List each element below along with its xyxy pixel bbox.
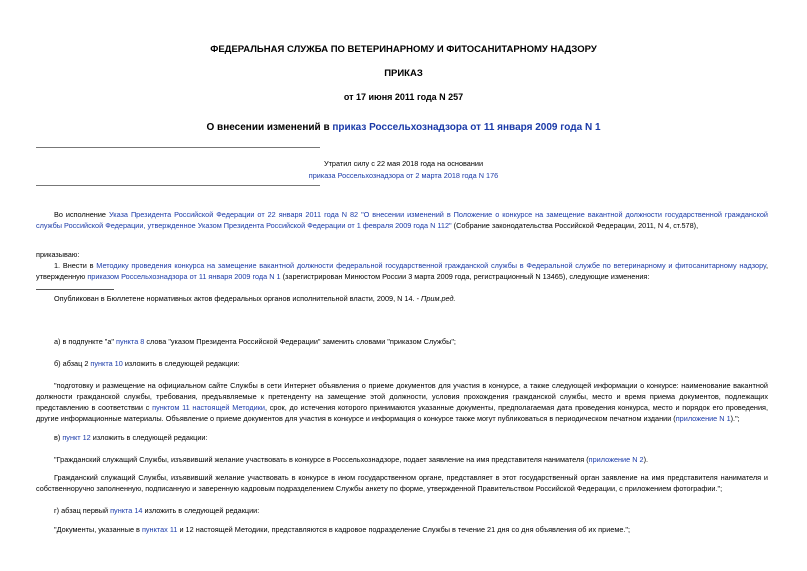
quote-4 [36,524,768,535]
quote-4-text-2: и 12 настоящей Методики, представляются в кадровое подразделение Службы в течение 21 дня со дня объявления об их приеме."; [177,525,631,534]
doc-date-number: от 17 июня 2011 года N 257 [343,92,464,102]
point-10-link[interactable]: пункта 10 [90,359,123,368]
item-1-text-2: , утвержденную [36,261,768,281]
doc-title-link[interactable]: приказ Россельхознадзора от 11 января 2009 года N 1 [332,122,601,133]
sub-item-v-text-2: изложить в следующей редакции: [90,433,208,442]
intro-decree-link[interactable]: Указа Президента Российской Федерации от 22 января 2011 года N 82 "О внесении изменений в Положение о конкурсе на замещение вакантной должности государственной гражданской службы Российской Федерации, утвержденное Указом Президента Российской Федерации от 1 февраля 2009 года N 112" [36,210,768,230]
quote-1-text-1: "подготовку и размещение на официальном сайте Службы в сети Интернет объявления о приеме документов для участия в конкурсе, а также следующей информации о конкурсе: наименование вакантной должности гражданской службы, требования, предъявляемые к претенденту на замещение этой должности, условия прохождения гражданской службы, место и время приема документов, подлежащих представлению в соответствии с [36,381,768,412]
point-11-link[interactable]: пунктом 11 настоящей Методики [152,403,265,412]
methodology-link[interactable]: Методику проведения конкурса на замещение вакантной должности федеральной государственной гражданской службы в Федеральной службе по ветеринарному и фитосанитарному надзору [96,261,766,270]
sub-item-b-text-2: изложить в следующей редакции: [122,359,240,368]
appendix-1-link[interactable]: приложение N 1 [675,414,731,423]
divider-top [36,147,320,148]
appendix-2-link[interactable]: приложение N 2 [588,455,644,464]
sub-item-g [36,505,768,516]
quote-2-text-2: ). [643,455,649,464]
doc-title [0,122,807,133]
footnote-note: Прим.ред. [421,294,456,303]
sub-item-b [36,358,768,369]
intro-suffix: (Собрание законодательства Российской Федерации, 2011, N 4, ст.578), [451,221,699,230]
sub-item-g-text-1: г) абзац первый [54,506,111,515]
point-8-link[interactable]: пункта 8 [116,337,145,346]
lost-force-link[interactable]: приказа Россельхознадзора от 2 марта 2018 года N 176 [308,171,499,180]
point-12-link[interactable]: пункт 12 [62,433,91,442]
doc-title-prefix: О внесении изменений в [206,122,333,133]
sub-item-a-text-1: а) в подпункте "а" [54,337,117,346]
sub-item-v-text-1: в) [54,433,63,442]
quote-2-text-1: "Гражданский служащий Службы, изъявивший желание участвовать в конкурсе в Россельхознадзоре, подает заявление на имя представителя нанимателя ( [54,455,589,464]
footnote [54,294,456,303]
divider-bottom [36,185,320,186]
quote-1-text-2: , срок, до истечения которого принимаются указанные документы, предполагаемая дата проведения конкурса, место и порядок его проведения, другие информационные материалы. Объявление о приеме документов для участия в конкурсе и информация о конкурсе также могут публиковаться в периодическом печатном издании ( [36,403,768,423]
point-14-link[interactable]: пункта 14 [110,506,143,515]
quote-4-text-1: "Документы, указанные в [54,525,142,534]
points-11-link[interactable]: пунктах 11 [141,525,178,534]
sub-item-a-text-2: слова "указом Президента Российской Федерации" заменить словами "приказом Службы"; [144,337,456,346]
sub-item-g-text-2: изложить в следующей редакции: [142,506,260,515]
sub-item-v [36,432,768,443]
sub-item-a [36,336,768,347]
order-word: приказываю: [36,250,80,259]
item-1-text-1: 1. Внести в [54,261,97,270]
footnote-divider [36,289,114,290]
quote-2 [36,454,768,465]
doc-type-heading: ПРИКАЗ [384,68,423,79]
agency-heading: ФЕДЕРАЛЬНАЯ СЛУЖБА ПО ВЕТЕРИНАРНОМУ И ФИТОСАНИТАРНОМУ НАДЗОРУ [210,44,597,55]
item-1-text-3: (зарегистрирован Минюстом России 3 марта 2009 года, регистрационный N 13465) [280,272,566,281]
lost-force-line1: Утратил силу с 22 мая 2018 года на основании [323,159,484,168]
lost-force-line2 [0,171,807,180]
footnote-text: Опубликован в Бюллетене нормативных актов федеральных органов исполнительной власти, 2009, N 14. - [54,294,422,303]
intro-prefix: Во исполнение [54,210,109,219]
intro-paragraph [36,209,768,231]
item-1 [36,260,768,282]
sub-item-b-text-1: б) абзац 2 [54,359,91,368]
quote-1-text-3: )."; [730,414,740,423]
quote-3: Гражданский служащий Службы, изъявивший желание участвовать в конкурсе в ином государственном органе, представляет в этот государственный орган заявление на имя представителя нанимателя и собственноручно заполненную, подписанную и заверенную кадровым подразделением Службы анкету по форме, утвержденной Правительством Российской Федерации, с приложением фотографии."; [36,473,768,493]
item-1-text-4: , следующие изменения: [565,272,650,281]
order-link[interactable]: приказом Россельхознадзора от 11 января 2009 года N 1 [87,272,281,281]
quote-1 [36,380,768,424]
